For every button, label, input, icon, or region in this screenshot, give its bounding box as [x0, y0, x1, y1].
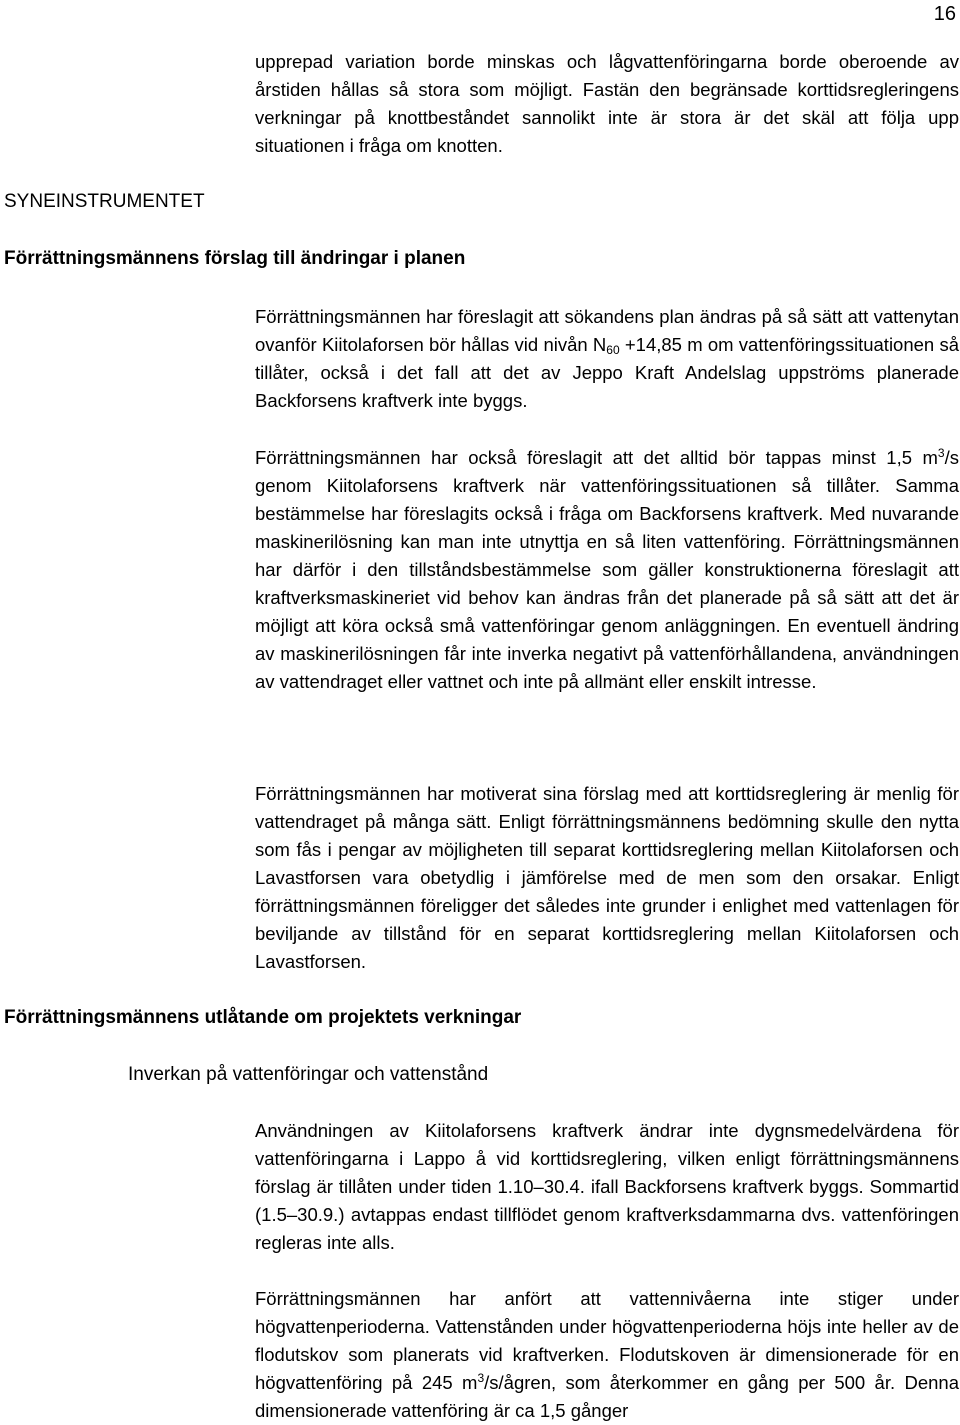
paragraph-text: Förrättningsmännen har föreslagit att sökandens plan ändras på så sätt att vattenytan ovanför Kiitolaforsen bör hållas vid nivån N: [255, 306, 959, 355]
paragraph-water-level-proposal: [255, 303, 959, 415]
paragraph-text: Förrättningsmännen har också föreslagit att det alltid bör tappas minst 1,5 m: [255, 447, 938, 468]
subscript-n60: 60: [606, 343, 620, 357]
paragraph-text: +14,85 m om vattenföringssituationen så tillåter, också i det fall att det av Jeppo Kraft Andelslag uppströms planerade Backforsens kraftverk inte byggs.: [255, 334, 959, 411]
paragraph-flood-levels: [255, 1285, 959, 1425]
subheading-proposed-changes: Förrättningsmännens förslag till ändringar i planen: [4, 248, 466, 269]
section-heading-project-effects: Förrättningsmännens utlåtande om projektets verkningar: [4, 1007, 522, 1028]
page-number: 16: [933, 3, 956, 25]
paragraph-text: /s/ågren, som återkommer en gång per 500 år. Denna dimensionerade vattenföring är ca 1,5 gånger: [255, 1372, 959, 1421]
superscript-cubic: 3: [937, 446, 945, 460]
superscript-cubic: 3: [477, 1371, 485, 1385]
paragraph-motivation: Förrättningsmännen har motiverat sina förslag med att korttidsreglering är menlig för vattendraget på många sätt. Enligt förrättningsmännens bedömning skulle den nytta som fås i pengar av möjligheten till separat korttidsreglering mellan Kiitolaforsen och Lavastforsen vara obetydlig i jämförelse med de men som den orsakar. Enligt förrättningsmännen föreligger det således inte grunder i enlighet med vattenlagen för beviljande av tillstånd för en separat korttidsreglering mellan Kiitolaforsen och Lavastforsen.: [255, 783, 959, 972]
section-heading-syneinstrumentet: SYNEINSTRUMENTET: [4, 191, 205, 212]
paragraph-text: Förrättningsmännen har anfört att vattennivåerna inte stiger under högvattenperioderna. Vattenstånden under högvattenperioderna höjs inte heller av de flodutskov som planerats vid kraftverken. Flodutskoven är dimensionerade för en högvattenföring på 245 m: [255, 1288, 959, 1393]
paragraph-minimum-flow-proposal: [255, 444, 959, 696]
paragraph-usage-effects: Användningen av Kiitolaforsens kraftverk ändrar inte dygnsmedelvärdena för vattenföringarna i Lappo å vid korttidsreglering, vilken enligt förrättningsmännens förslag är tillåten under tiden 1.10–30.4. ifall Backforsens kraftverk byggs. Sommartid (1.5–30.9.) avtappas endast tillflödet genom kraftverksdammarna dvs. vattenföringen regleras inte alls.: [255, 1120, 959, 1253]
subheading-flow-and-levels: Inverkan på vattenföringar och vattenstånd: [128, 1064, 489, 1085]
paragraph-text: /s genom Kiitolaforsens kraftverk när vattenföringssituationen så tillåter. Samma bestämmelse har föreslagits också i fråga om Backforsens kraftverk. Med nuvarande maskinerilösning kan man inte utnyttja en så liten vattenföring. Förrättningsmännen har därför i den tillståndsbestämmelse som gäller konstruktionerna föreslagit att kraftverksmaskineriet vid behov kan ändras från det planerade på så sätt att det är möjligt att köra också små vattenföringar genom anläggningen. En eventuell ändring av maskinerilösningen får inte inverka negativt på vattenförhållandena, användningen av vattendraget eller vattnet och inte på allmänt eller enskilt intresse.: [255, 447, 959, 692]
intro-paragraph: upprepad variation borde minskas och lågvattenföringarna borde oberoende av årstiden hållas så stora som möjligt. Fastän den begränsade korttidsregleringens verkningar på knottbeståndet sannolikt inte är stora är det skäl att följa upp situationen i fråga om knotten.: [255, 51, 959, 156]
